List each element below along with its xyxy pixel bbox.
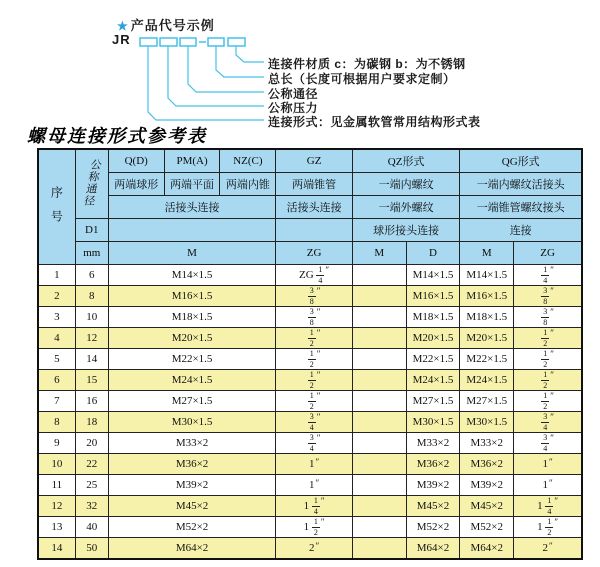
code-boxes: [140, 38, 245, 46]
cell-qg-m: M20×1.5: [460, 328, 514, 349]
table-row: [38, 328, 582, 349]
cell-gz: $\frac{1}{2}$ ″: [276, 349, 353, 370]
cell-qz-d: M16×1.5: [406, 286, 460, 307]
header-qz-m: M: [352, 242, 406, 265]
cell-seq: 10: [38, 454, 75, 475]
cell-qz-d: M52×2: [406, 517, 460, 538]
table-row: [38, 307, 582, 328]
cell-qg-zg: 1″: [514, 475, 582, 496]
cell-qz-d: M22×1.5: [406, 349, 460, 370]
cell-dn: 25: [75, 475, 108, 496]
example-title: [117, 15, 215, 34]
cell-qz-m: [352, 454, 406, 475]
header-qg-m: M: [460, 242, 514, 265]
cell-qz-d: M39×2: [406, 475, 460, 496]
cell-qz-m: [352, 349, 406, 370]
header-qg-zg: ZG: [514, 242, 582, 265]
cell-qz-m: [352, 286, 406, 307]
header-nz-sub: 两端内锥: [220, 173, 276, 196]
cell-seq: 1: [38, 265, 75, 286]
code-label-form: 连接形式：见金属软管常用结构形式表: [268, 115, 481, 129]
cell-m: M36×2: [108, 454, 276, 475]
header-row-2: [38, 173, 582, 196]
cell-qz-m: [352, 433, 406, 454]
cell-qg-m: M64×2: [460, 538, 514, 560]
cell-seq: 14: [38, 538, 75, 560]
nut-connection-table: [37, 148, 583, 560]
table-row: [38, 370, 582, 391]
cell-seq: 6: [38, 370, 75, 391]
header-qg: QG形式: [460, 149, 582, 173]
header-row-1: [38, 149, 582, 173]
cell-qz-d: M30×1.5: [406, 412, 460, 433]
code-label-material: 连接件材质 c：为碳钢 b：为不锈钢: [268, 57, 466, 71]
star-icon: ★: [117, 19, 129, 33]
cell-dn: 50: [75, 538, 108, 560]
cell-m: M39×2: [108, 475, 276, 496]
header-row-4: [38, 219, 582, 242]
example-title-text: 产品代号示例: [130, 18, 215, 33]
header-nz: NZ(C): [220, 149, 276, 173]
cell-qg-m: M30×1.5: [460, 412, 514, 433]
cell-gz: $\frac{1}{2}$ ″: [276, 328, 353, 349]
cell-qg-zg: $\frac{1}{2}$ ″: [514, 391, 582, 412]
cell-seq: 2: [38, 286, 75, 307]
cell-qz-m: [352, 265, 406, 286]
cell-qz-d: M64×2: [406, 538, 460, 560]
table-header: [38, 149, 582, 265]
table-row: [38, 286, 582, 307]
code-box-1: [140, 38, 157, 46]
table-row: [38, 475, 582, 496]
cell-qg-zg: $\frac{3}{8}$ ″: [514, 286, 582, 307]
cell-qg-m: M22×1.5: [460, 349, 514, 370]
cell-seq: 4: [38, 328, 75, 349]
code-box-2: [160, 38, 177, 46]
cell-qg-m: M27×1.5: [460, 391, 514, 412]
cell-seq: 9: [38, 433, 75, 454]
header-pm-sub: 两端平面: [164, 173, 220, 196]
code-box-5: [228, 38, 245, 46]
cell-qz-m: [352, 517, 406, 538]
cell-seq: 12: [38, 496, 75, 517]
cell-qg-m: M36×2: [460, 454, 514, 475]
code-label-pressure: 公称压力: [268, 101, 319, 115]
cell-qz-d: M20×1.5: [406, 328, 460, 349]
table-row: [38, 517, 582, 538]
header-empty-gz: [276, 219, 353, 242]
header-row-5: [38, 242, 582, 265]
cell-qz-d: M33×2: [406, 433, 460, 454]
cell-qg-zg: 1 $\frac{1}{2}$ ″: [514, 517, 582, 538]
header-qg-sub1: 一端内螺纹活接头: [460, 173, 582, 196]
table-row: [38, 412, 582, 433]
header-mm: mm: [75, 242, 108, 265]
header-d1: D1: [75, 219, 108, 242]
cell-gz: $\frac{3}{8}$ ″: [276, 307, 353, 328]
cell-gz: $\frac{3}{8}$ ″: [276, 286, 353, 307]
leader-line-form: [148, 46, 264, 120]
cell-qg-m: M24×1.5: [460, 370, 514, 391]
code-box-3: [180, 38, 196, 46]
cell-dn: 14: [75, 349, 108, 370]
cell-qz-m: [352, 307, 406, 328]
cell-gz: $\frac{1}{2}$ ″: [276, 370, 353, 391]
cell-qg-zg: 1 $\frac{1}{4}$ ″: [514, 496, 582, 517]
cell-dn: 8: [75, 286, 108, 307]
table-row: [38, 538, 582, 560]
cell-gz: 1 $\frac{1}{2}$ ″: [276, 517, 353, 538]
cell-gz: $\frac{3}{4}$ ″: [276, 412, 353, 433]
cell-dn: 10: [75, 307, 108, 328]
cell-qg-zg: $\frac{1}{2}$ ″: [514, 328, 582, 349]
table-body: [38, 265, 582, 560]
code-leader-lines: [148, 46, 264, 120]
table-row: [38, 265, 582, 286]
cell-qg-m: M52×2: [460, 517, 514, 538]
cell-m: M33×2: [108, 433, 276, 454]
cell-gz: 1″: [276, 454, 353, 475]
table-row: [38, 433, 582, 454]
header-q: Q(D): [108, 149, 164, 173]
cell-seq: 5: [38, 349, 75, 370]
header-pm: PM(A): [164, 149, 220, 173]
cell-gz: 1 $\frac{1}{4}$ ″: [276, 496, 353, 517]
cell-dn: 18: [75, 412, 108, 433]
header-row-3: [38, 196, 582, 219]
code-label-dn: 公称通径: [268, 87, 319, 101]
header-qz-sub1: 一端内螺纹: [352, 173, 460, 196]
cell-m: M18×1.5: [108, 307, 276, 328]
header-qz-d: D: [406, 242, 460, 265]
cell-gz: $\frac{1}{2}$ ″: [276, 391, 353, 412]
cell-m: M14×1.5: [108, 265, 276, 286]
cell-seq: 7: [38, 391, 75, 412]
cell-qz-d: M45×2: [406, 496, 460, 517]
cell-gz: ZG $\frac{1}{4}$ ″: [276, 265, 353, 286]
cell-qz-m: [352, 475, 406, 496]
table-row: [38, 496, 582, 517]
cell-qz-m: [352, 496, 406, 517]
cell-dn: 16: [75, 391, 108, 412]
leader-line-material: [236, 46, 264, 62]
cell-qz-m: [352, 328, 406, 349]
cell-qg-m: M39×2: [460, 475, 514, 496]
header-qg-sub2: 一端锥管螺纹接头: [460, 196, 582, 219]
cell-m: M64×2: [108, 538, 276, 560]
header-qg-sub3: 连接: [460, 219, 582, 242]
header-qz-sub3: 球形接头连接: [352, 219, 460, 242]
table-row: [38, 391, 582, 412]
code-label-length: 总长（长度可根据用户要求定制）: [268, 72, 456, 86]
cell-m: M27×1.5: [108, 391, 276, 412]
cell-qz-m: [352, 412, 406, 433]
cell-seq: 8: [38, 412, 75, 433]
leader-line-dn: [188, 46, 264, 92]
header-dn: 公称通径: [75, 149, 108, 219]
cell-qg-m: M33×2: [460, 433, 514, 454]
header-empty-m: [108, 219, 276, 242]
cell-seq: 13: [38, 517, 75, 538]
cell-qg-zg: $\frac{3}{4}$ ″: [514, 412, 582, 433]
cell-qg-zg: 1″: [514, 454, 582, 475]
cell-qz-m: [352, 391, 406, 412]
code-box-4: [208, 38, 224, 46]
cell-dn: 15: [75, 370, 108, 391]
header-qz-sub2: 一端外螺纹: [352, 196, 460, 219]
header-qz: QZ形式: [352, 149, 460, 173]
header-zg: ZG: [276, 242, 353, 265]
cell-qz-d: M36×2: [406, 454, 460, 475]
cell-m: M45×2: [108, 496, 276, 517]
header-q-sub: 两端球形: [108, 173, 164, 196]
cell-m: M22×1.5: [108, 349, 276, 370]
code-prefix: JR: [112, 32, 131, 47]
cell-qg-m: M18×1.5: [460, 307, 514, 328]
cell-dn: 12: [75, 328, 108, 349]
cell-qz-m: [352, 370, 406, 391]
header-m: M: [108, 242, 276, 265]
cell-qg-zg: 2″: [514, 538, 582, 560]
cell-dn: 20: [75, 433, 108, 454]
table-title: 螺母连接形式参考表: [27, 126, 207, 147]
cell-dn: 6: [75, 265, 108, 286]
cell-gz: 2″: [276, 538, 353, 560]
cell-seq: 11: [38, 475, 75, 496]
cell-seq: 3: [38, 307, 75, 328]
header-gz-sub: 两端锥管: [276, 173, 353, 196]
cell-gz: $\frac{3}{4}$ ″: [276, 433, 353, 454]
cell-gz: 1″: [276, 475, 353, 496]
cell-qz-d: M14×1.5: [406, 265, 460, 286]
cell-m: M16×1.5: [108, 286, 276, 307]
cell-dn: 32: [75, 496, 108, 517]
cell-m: M30×1.5: [108, 412, 276, 433]
cell-m: M20×1.5: [108, 328, 276, 349]
cell-qg-zg: $\frac{1}{4}$ ″: [514, 265, 582, 286]
header-union-joint: 活接头连接: [108, 196, 276, 219]
cell-dn: 22: [75, 454, 108, 475]
cell-qg-zg: $\frac{3}{8}$ ″: [514, 307, 582, 328]
cell-qg-zg: $\frac{1}{2}$ ″: [514, 349, 582, 370]
cell-qg-zg: $\frac{1}{2}$ ″: [514, 370, 582, 391]
cell-qz-d: M18×1.5: [406, 307, 460, 328]
header-gz-joint: 活接头连接: [276, 196, 353, 219]
header-gz: GZ: [276, 149, 353, 173]
cell-qg-m: M45×2: [460, 496, 514, 517]
cell-qz-d: M24×1.5: [406, 370, 460, 391]
cell-qg-zg: $\frac{3}{4}$ ″: [514, 433, 582, 454]
table-row: [38, 349, 582, 370]
cell-qg-m: M14×1.5: [460, 265, 514, 286]
cell-qg-m: M16×1.5: [460, 286, 514, 307]
cell-m: M24×1.5: [108, 370, 276, 391]
cell-qz-d: M27×1.5: [406, 391, 460, 412]
cell-m: M52×2: [108, 517, 276, 538]
header-seq: 序号: [38, 149, 75, 265]
table-row: [38, 454, 582, 475]
cell-qz-m: [352, 538, 406, 560]
cell-dn: 40: [75, 517, 108, 538]
